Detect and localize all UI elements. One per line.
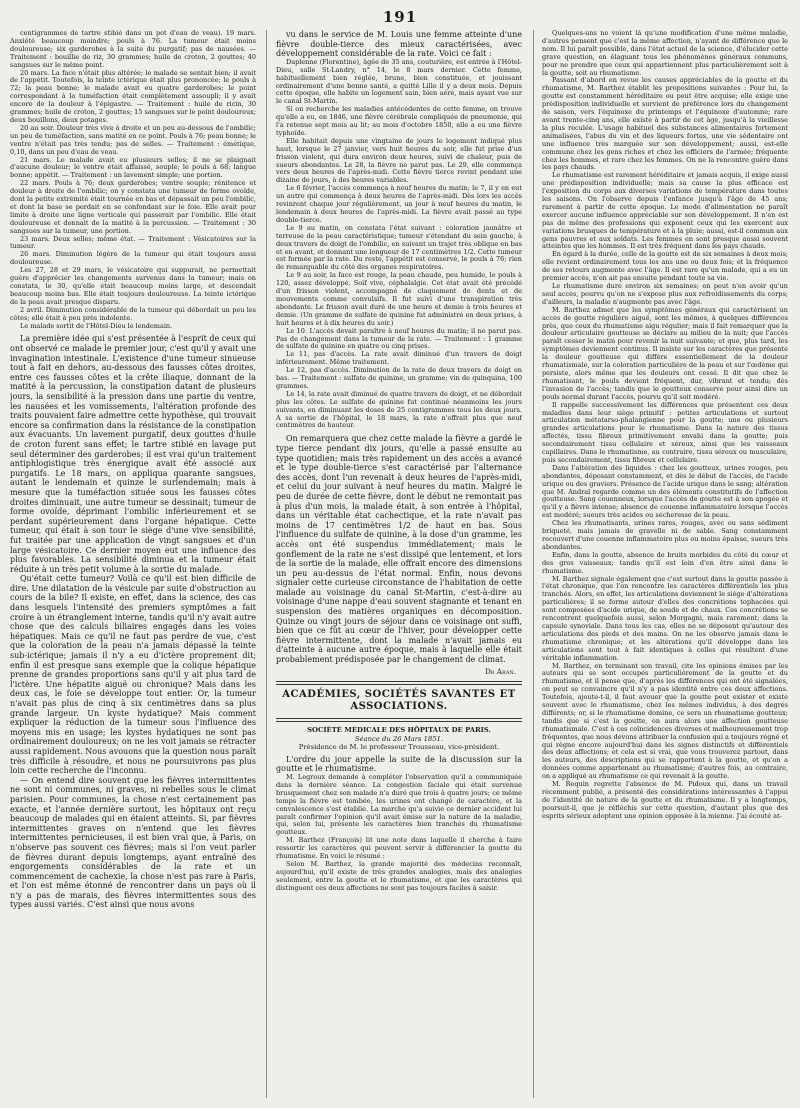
paragraph: M. Barthez admet que les symptômes généraux qui caractérisent un accès de goutte régulière aiguë, sont les mêmes, à quelques différences près, que ceux du rhumatisme aigu régulier; mais il fait remarquer que la douleur articulaire goutteuse se déclare au milieu de la nuit; que l'accès paraît cesser le matin pour revenir la nuit suivante; et que, plus tard, les symptômes deviennent continus. Il insiste sur les caractères que présente la douleur goutteuse qui diffère essentiellement de la douleur rhumatismale, sur la coloration particulière de la peau et sur l'œdème qui persiste, alors même que les douleurs ont cessé. Il dit que chez le rhumatisant, le pouls devient fréquent, dur, vibrant et tendu; dès l'invasion de l'accès; tandis que le goutteux conserve pour ainsi dire un pouls normal durant l'accès, pourvu qu'il soit modéré. [542, 305, 788, 401]
paragraph: Le 11, pas d'accès. La rate avait diminué d'un travers de doigt inférieurement. Même traitement. [276, 350, 522, 367]
paragraph: Chez les rhumatisants, urines rares, rouges, avec ou sans sédiment briqueté, mais jamais de gravelle ni de sable. Sang constamment recouvert d'une couenne inflammatoire plus ou moins épaisse, sueurs très abondantes. [542, 519, 788, 551]
paragraph: Quelques-uns ne voient là qu'une modification d'une même maladie, d'autres pensent que c'est la même affection, n'ayant de différence que le nom. Il lui paraît possible, dans l'état actuel de la science, d'élucider cette grave question, en élaguant tous les phénomènes généraux communs, pour ne prendre que ceux qui appartiennent plus particulièrement soit à la goutte, soit au rhumatisme. [542, 30, 788, 77]
session-date: Séance du 26 Mars 1851. [354, 734, 444, 743]
paragraph: Le rhumatisme est rarement héréditaire et jamais acquis, il exige aussi une prédisposition individuelle; mais sa cause la plus efficace est l'exposition du corps aux diverses variations de température dans toutes les saisons. On l'observe depuis l'enfance jusqu'à l'âge de 45 ans; rarement à partir de cette époque. Le mode d'alimentation ne paraît exercer aucune influence appréciable sur son développement. Il n'en est pas de même des professions qui exposent ceux qui les exercent aux variations brusques de température et à la pluie; aussi, est-il commun aux gens pauvres et aux soldats. Les femmes en sont presque aussi souvent atteintes que les hommes. Il est très fréquent dans les pays chauds. [542, 171, 788, 251]
paragraph: Le rhumatisme dure environ six semaines; on peut n'en avoir qu'un seul accès, pourvu qu'on ne s'expose plus aux refroidissements du corps; d'ailleurs, la maladie n'augmente pas avec l'âge. [542, 282, 788, 306]
column-middle [276, 30, 522, 1100]
paragraph: 21 mars. Le malade avait eu plusieurs selles; il ne se plaignait d'aucune douleur; le ventre était affaissé, souple; le pouls à 68; langue bonne; appétit. — Traitement : un lavement simple; une portion. [10, 155, 256, 180]
paragraph: Daplenne (Florentine), âgée de 35 ans, couturière, est entrée à l'Hôtel-Dieu, salle St-Landry, n° 14, le 8 mars dernier. Cette femme, habituellement bien réglée, brune, bien constituée, et jouissant ordinairement d'une bonne santé, a quitté Lille il y a deux mois. Depuis cette époque, elle habite un logement sain, bien aéré, mais ayant vue sur le canal St-Martin. [276, 57, 522, 106]
paragraph: 23 mars. Deux selles; même état. — Traitement : Vésicatoires sur la tumeur. [10, 234, 256, 251]
column-divider [533, 30, 534, 1098]
paragraph: Elle habitait depuis une vingtaine de jours le logement indiqué plus haut, lorsque le 27 janvier, vers huit heures du soir, elle fut prise d'un frisson violent, qui dura environ deux heures, suivi de chaleur, puis de sueurs abondantes. Le 28, la fièvre ne parut pas. Le 29, elle commença vers deux heures de l'après-midi. Cette fièvre tierce revint pendant une dizaine de jours, à des heures variables. [276, 136, 522, 185]
paragraph: Le 6 février, l'accès commença à neuf heures du matin; le 7, il y en eut un autre qui commença à deux heures de l'après-midi. Dès lors les accès revinrent chaque jour régulièrement, un jour à neuf heures du matin, le lendemain à deux heures de l'après-midi. La fièvre avait passé au type double-tierce. [276, 184, 522, 224]
paragraph: Les 27, 28 et 29 mars, le vésicatoire qui suppurait, ne permettait guère d'apprécier les changements survenus dans la tumeur; mais on constata, le 30, qu'elle était beaucoup moins large, et descendait beaucoup moins bas. Elle était toujours douloureuse. La teinte ictérique de la peau avait presque disparu. [10, 266, 256, 306]
paragraph: centigrammes de tartre stibié dans un pot d'eau de veau). 19 mars. Anxiété beaucoup moindre; pouls à 76. La tumeur était moins douloureuse; six garderobes à la suite du purgatif; pas de nausées. — Traitement : bouillie de riz, 30 grammes; huile de croton, 2 gouttes; 40 sangsues sur le même point. [10, 30, 256, 69]
paragraph: Si on recherche les maladies antécédentes de cette femme, on trouve qu'elle a eu, en 1846, une fièvre cérébrale compliquée de pneumonie, qui l'a retenue sept mois au lit; au mois d'octobre 1850, elle a eu une fièvre typhoïde. [276, 105, 522, 137]
paragraph: 20 au soir. Douleur très vive à droite et un peu au-dessous de l'ombilic; un peu de tuméfaction, sans matité en ce point. Pouls à 76; peau bonne; le ventre n'était pas très tendu; pas de selles. — Traitement : émétique, 0,10, dans un peu d'eau de veau. [10, 123, 256, 156]
paragraph: On remarquera que chez cette malade la fièvre a gardé le type tierce pendant dix jours, qu'elle a passé ensuite au type quotidien; mais très rapidement un des accès a avancé et le type double-tierce s'est caractérisé par l'alternance des accès, dont l'un revenait à deux heures de l'après-midi, et celui du jour suivant à neuf heures du matin. Malgré le peu de durée de cette fièvre, dont le début ne remontait pas à plus d'un mois, la malade était, à son entrée à l'hôpital, dans un véritable état cachectique, et la rate n'avait pas moins de 17 centimètres 1/2 de haut en bas. Sous l'influence du sulfate de quinine, à la dose d'un gramme, les accès ont été suspendus immédiatement; mais le gonflement de la rate ne s'est dissipé que lentement, et lors de la sortie de la malade, elle offrait encore des dimensions un peu au-dessus de l'état normal. Enfin, nous devons signaler cette curieuse circonstance de l'habitation de cette malade au voisinage du canal St-Martin, c'est-à-dire au voisinage d'une nappe d'eau souvent stagnante et tenant en suspension des matières organiques en décomposition. Quinze ou vingt jours de séjour dans ce voisinage ont suffi, bien que ce fût au cœur de l'hiver, pour développer cette fièvre intermittente, dont la malade n'avait jamais eu d'atteinte à aucune autre époque, mais à laquelle elle était probablement prédisposée par le changement de climat. [276, 434, 522, 665]
paragraph: M. Requin regrette l'absence de M. Pidoux qui, dans un travail récemment publié, a présenté des considérations intéressantes à l'appui de l'identité de nature de la goutte et du rhumatisme. Il y a longtemps, poursuit-il, que je réfléchis sur cette question, d'autant plus que des esprits sérieux adoptent une opinion opposée à la mienne. J'ai écouté at- [542, 780, 788, 820]
paragraph: L'ordre du jour appelle la suite de la discussion sur la goutte et le rhumatisme. [276, 754, 522, 774]
paragraph: M. Legroux demande à compléter l'observation qu'il a communiquée dans la dernière séance. La congestion faciale qui était survenue brusquement chez son malade n'a duré que trois à quatre jours; ce même temps la fièvre est tombée, les urines ont changé de caractère, et la convalescence s'est établie. La marche qu'a suivie ce dernier accident lui paraît confirmer l'opinion qu'il avait émise sur la nature de la maladie, qui, selon lui, présente les caractères bien tranchés du rhumatisme goutteux. [276, 773, 522, 837]
presidency-line: Présidence de M. le professeur Trousseau, vice-président. [298, 743, 500, 752]
column-left [10, 30, 256, 1100]
paragraph: Le 9 au soir, la face est rouge, la peau chaude, peu humide, le pouls à 120, assez développé. Soif vive, céphalalgie. Cet état avait été précédé d'un frisson violent, accompagné de claquement de dents et de mouvements comme convulsifs. Il fut suivi d'une transpiration très abondante. Le frisson avait duré de une heure et demie à trois heures et demie. (Un gramme de sulfate de quinine fut administré en deux prises, à huit heures et à dix heures du soir.) [276, 271, 522, 327]
paragraph: Le 10. L'accès devait paraître à neuf heures du matin; il ne parut pas. Pas de changement dans la tumeur de la rate. — Traitement : 1 gramme de sulfate de quinine en quatre ou cinq prises. [276, 326, 522, 351]
paragraph: — On entend dire souvent que les fièvres intermittentes ne sont ni communes, ni graves, ni rebelles sous le climat parisien. Pour communes, la chose n'est certainement pas exacte, et l'année dernière surtout, les hôpitaux ont reçu beaucoup de malades qui en étaient atteints. Si, par fièvres intermittentes graves on n'entend que les fièvres intermittentes pernicieuses, il est bien vrai que, à Paris, on n'observe pas souvent ces fièvres; mais si l'on veut parler de fièvres durant depuis longtemps, ayant entraîné des engorgements considérables de la rate et un commencement de cachexie, la chose n'est pas rare à Paris, et l'on est même étonné de rencontrer dans un pays où il n'y a pas de marais, des fièvres intermittentes sous des types aussi variés. C'est ainsi que nous avons [10, 775, 256, 910]
paragraph: M. Barthez (François) lit une note dans laquelle il cherche à faire ressortir les caractères qui peuvent servir à différencier la goutte du rhumatisme. En voici le résumé : [276, 836, 522, 861]
paragraph: M. Barthez signale également que c'est surtout dans la goutte passée à l'état chronique, que l'on rencontre les caractères différentiels les plus tranchés. Alors, en effet, les articulations deviennent le siège d'altérations particulières; il se forme autour d'elles des concrétions tophacées qui sont composées d'acide urique, de soude et de chaux. Ces concrétions se rencontrent quelquefois aussi, selon Morgagni, mais rarement; dans la capsule synoviale. Dans tous les cas, elles ne se déposent qu'autour des articulations des pieds et des mains. On ne les observe jamais dans le rhumatisme chronique; et les altérations qu'il développe dans les articulations sont tout à fait identiques à celles qui résultent d'une véritable inflammation. [542, 574, 788, 662]
page-number: 191 [382, 8, 418, 26]
paragraph: Enfin, dans la goutte, absence de bruits morbides du côté du cœur et des gros vaisseaux; tandis qu'il est loin d'en être ainsi dans le rhumatisme. [542, 550, 788, 575]
paragraph: 26 mars. Diminution légère de la tumeur qui était toujours aussi douloureuse. [10, 250, 256, 267]
paragraph: Qu'était cette tumeur? Voilà ce qu'il est bien difficile de dire. Une dilatation de la vésicule par suite d'obstruction au cours de la bile? Il existe, en effet, dans la science, des cas dans lesquels l'intensité des premiers symptômes a fait croire à un étranglement interne, tandis qu'il n'y avait autre chose que des calculs biliaires engagés dans les voies hépatiques. Mais ce qu'il ne faut pas perdre de vue, c'est que la coloration de la peau n'a jamais dépassé la teinte sub-ictérique; jamais il n'y a eu d'ictère proprement dit; enfin il est presque sans exemple que la colique hépatique prenne de grandes proportions sans qu'il y ait plus tard de l'ictère. Une hépatite aiguë ou chronique? Mais dans les deux cas, le foie se développe tout entier. Or, la tumeur n'avait pas plus de cinq à six centimètres dans sa plus grande largeur. Un kyste hydatique? Mais comment expliquer la réduction de la tumeur sous l'influence des moyens mis en usage; les kystes hydatiques ne sont pas ordinairement douloureux; on ne les voit jamais se rétracter aussi rapidement. Nous avouons que la question nous paraît très difficile à résoudre, et nous ne poursuivrons pas plus loin cette recherche de l'inconnu. [10, 574, 256, 776]
paragraph: Le 12, pas d'accès. Diminution de la rate de deux travers de doigt en bas. — Traitement : sulfate de quinine, un gramme; vin de quinquina, 100 grammes. [276, 366, 522, 390]
section-title: ACADÉMIES, SOCIÉTÉS SAVANTES ET ASSOCIATIONS. [282, 689, 516, 713]
paragraph: Selon M. Barthez, la grande majorité des médecins reconnaît, aujourd'hui, qu'il existe de très grandes analogies, mais des analogies seulement, entre la goutte et le rhumatisme, et que les caractères qui distinguent ces deux affections ne sont pas toujours faciles à saisir. [276, 859, 522, 892]
section-divider [276, 681, 522, 685]
paragraph: Passant d'abord en revue les causes appréciables de la goutte et du rhumatisme, M. Barthez établit les propositions suivantes : Pour lui, la goutte est constamment héréditaire ou peut être acquise; elle exige une prédisposition individuelle et survient de préférence lors du changement de saison, vers l'équinoxe du printemps et l'équinoxe d'automne; rare avant trente-cinq ans, elle existe à partir de cet âge, jusqu'à la vieillesse la plus reculée. L'usage habituel des substances alimentaires fortement animalisées, l'abus du vin et des liqueurs fortes, une vie sédentaire ont une influence très marquée sur son développement; aussi, est-elle commune chez les gens riches et chez les officiers de l'armée; fréquente chez les hommes, et rare chez les femmes. On ne la rencontre guère dans les pays chauds. [542, 76, 788, 172]
paragraph: 2 avril. Diminution considérable de la tumeur qui débordait un peu les côtes; elle était à peu près indolente. [10, 305, 256, 322]
paragraph: Le 9 au matin, on constata l'état suivant : coloration jaunâtre et terreuse de la peau caractéristique; tumeur s'étendant du sein gauche, à deux travers de doigt de l'ombilic, en suivant un trajet très oblique en bas et en avant, et donnant une longueur de 17 centimètres 1/2. Cette tumeur est formée par la rate. Du reste, l'appétit est conservé, le pouls à 76; rien de remarquable du côté des organes respiratoires. [276, 223, 522, 272]
society-name: SOCIÉTÉ MÉDICALE DES HÔPITAUX DE PARIS. [307, 726, 491, 735]
paragraph: Le malade sortit de l'Hôtel-Dieu le lendemain. [20, 321, 173, 330]
paragraph: vu dans le service de M. Louis une femme atteinte d'une fièvre double-tierce des mieux caractérisées, avec développement considérable de la rate. Voici ce fait : [276, 30, 522, 59]
paragraph: En égard à la durée, celle de la goutte est de six semaines à deux mois; elle revient ordinairement tous les ans une ou deux fois; et la fréquence de ses retours augmente avec l'âge. Il est rare qu'un malade, qui a eu un premier accès, n'en ait pas ensuite pendant toute sa vie. [542, 250, 788, 283]
paragraph: 22 mars. Pouls à 76; deux garderobes; ventre souple; rénitence et douleur à droite de l'ombilic; on y constata une tumeur de forme ovoïde, dont la petite extrémité était tournée en bas et dépassait un peu l'ombilic, et dont la base se perdait en se confondant sur le foie. Elle avait pour limite à droite une ligne verticale qui passerait par l'ombilic. Elle était douloureuse et donnait de la matité à la percussion. — Traitement : 30 sangsues sur la tumeur, une portion. [10, 179, 256, 235]
paragraph: Dans l'altération des liquides : chez les goutteux, urines rouges, peu abondantes, déposant constamment, et dès le début de l'accès, de l'acide urique ou des graviers. Présence de l'acide urique dans le sang; altération que M. Andral regarde comme un des éléments constitutifs de l'affection goutteuse. Sang couenneux, lorsque l'accès de goutte est à son apogée et qu'il y a fièvre intense; absence de couenne inflammatoire lorsque l'accès est modéré; sueurs très acides ou sécheresse de la peau. [542, 463, 788, 520]
column-right [542, 30, 788, 1100]
paragraph: 20 mars. La face n'était plus altérée; le malade se sentait bien; il avait de l'appétit. Toutefois, la teinte ictérique était plus prononcée; le pouls à 72; la peau bonne; le malade avait eu quatre garderobes; le point correspondant à la tuméfaction était complètement assoupli; il y avait encore de la douleur à l'épigastre. — Traitement : huile de ricin, 30 grammes; huile de croton, 2 gouttes; 15 sangsues sur le point douloureux; deux bouillons, deux potages. [10, 68, 256, 124]
section-divider [276, 718, 522, 722]
author-signature: Dr Aran. [484, 666, 516, 676]
paragraph: Le 14, la rate avait diminué de quatre travers de doigt, et ne débordait plus les côtes. Le sulfate de quinine fut continué néanmoins les jours suivants, en diminuant les doses de 25 centigrammes tous les deux jours. A sa sortie de l'hôpital, le 18 mars, la rate n'offrait plus que neuf centimètres de hauteur. [276, 389, 522, 430]
column-divider [266, 30, 267, 1098]
paragraph: M. Barthez, en terminant son travail, cite les opinions émises par les auteurs qui se sont occupés particulièrement de la goutte et du rhumatisme, et il pense que, d'après les différences qui ont été signalées, on peut se convaincre qu'il n'y a pas identité entre ces deux affections. Toutefois, ajoute-t-il, il faut avouer que la goutte peut exister et existe souvent avec le rhumatisme, chez les mêmes individus, à des degrés différents; or, si le rhumatisme domine, ce sera un rhumatisme goutteux; tandis que si c'est la goutte, on aura alors une affection goutteuse rhumatismale. C'est à ces coïncidences diverses et malheureusement trop fréquentes, que nous devons attribuer la confusion qui a toujours régné et qui règne encore aujourd'hui dans les signes distinctifs et différentiels des deux affections; et cela est si vrai, que vous trouverez partout, dans les auteurs, des descriptions qui se rapportent à la goutte, et qu'on a données comme appartenant au rhumatisme; d'autres fois, au contraire, on a appliqué au rhumatisme ce qui revenait à la goutte. [542, 661, 788, 781]
paragraph: Il rappelle successivement les différences que présentent ces deux maladies dans leur siège primitif : petites articulations et surtout articulation métatarso-phalangienne pour la goutte; une ou plusieurs grandes articulations pour le rhumatisme. Dans la nature des tissus affectés, tissu fibreux primitivement envahi dans la goutte; puis secondairement tissu cellulaire et séreux, ainsi que les vaisseaux capillaires. Dans le rhumatisme, au contraire, tissu séreux ou musculaire, puis secondairement, tissu fibreux et cellulaire. [542, 400, 788, 464]
paragraph: La première idée qui s'est présentée à l'esprit de ceux qui ont observé ce malade le premier jour, c'est qu'il y avait une invagination intestinale. L'existence d'une tumeur sinueuse tout à fait en dehors, au-dessous des fausses côtes droites, entre ces fausses côtes et la crête iliaque, donnant de la matité à la percussion, la constipation datant de plusieurs jours, la sensibilité à la pression dans une partie du ventre, les nausées et les vomissements, l'altération profonde des traits pouvaient faire admettre cette hypothèse, qui trouvait encore sa confirmation dans la résistance de la constipation aux évacuants. Un lavement purgatif, deux gouttes d'huile de croton furent sans effet; le tartre stibié en lavage put seul déterminer des garderobes; il est vrai qu'un traitement antiphlogistique très énergique avait été associé aux purgatifs. Le 18 mars, on appliqua quarante sangsues, autant le lendemain et quinze le surlendemain; mais à mesure que la tuméfaction située sous les fausses côtes droites diminuait, une autre tumeur se dessinait; tumeur de forme ovoïde, déprimant l'ombilic inférieurement et se perdant supérieurement dans l'organe hépatique. Cette tumeur, qui était à son tour le siège d'une vive sensibilité, fut traitée par une application de vingt sangsues et d'un large vésicatoire. Ce dernier moyen eut une influence des plus favorables. La sensibilité diminua et la tumeur était réduite à un très petit volume à la sortie du malade. [10, 334, 256, 574]
